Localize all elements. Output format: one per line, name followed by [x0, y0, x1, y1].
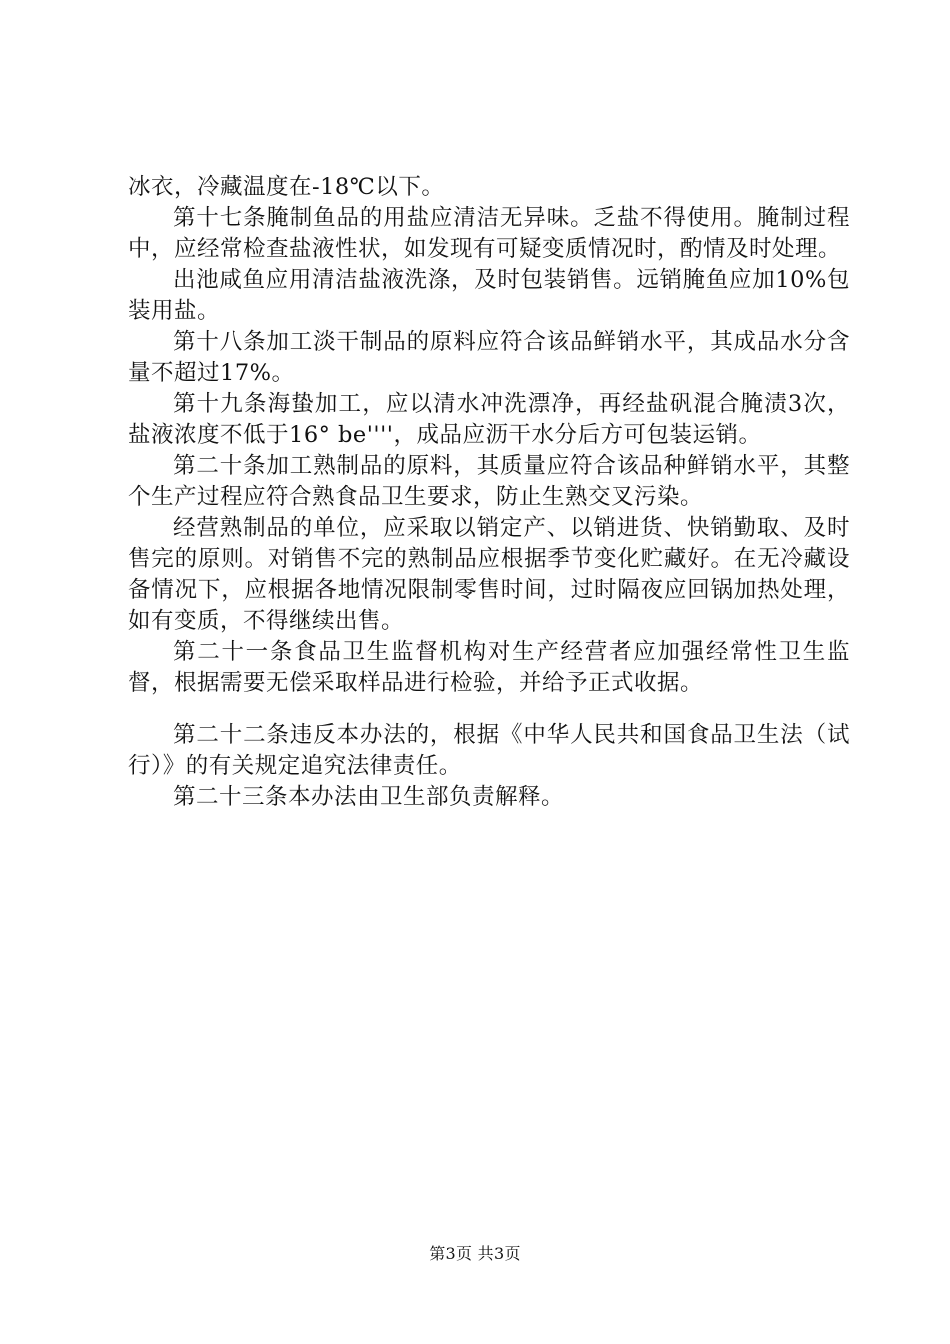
paragraph-article-20: 第二十条加工熟制品的原料，其质量应符合该品种鲜销水平，其整个生产过程应符合熟食品卫生要求，防止生熟交叉污染。: [128, 453, 850, 510]
paragraph-article-18: 第十八条加工淡干制品的原料应符合该品鲜销水平，其成品水分含量不超过17%。: [128, 329, 850, 386]
paragraph-cooked-products: 经营熟制品的单位，应采取以销定产、以销进货、快销勤取、及时售完的原则。对销售不完的熟制品应根据季节变化贮藏好。在无冷藏设备情况下，应根据各地情况限制零售时间，过时隔夜应回锅加热处理，如有变质，不得继续出售。: [128, 515, 850, 634]
page-footer: 第3页 共3页: [429, 1244, 521, 1263]
paragraph-article-22: 第二十二条违反本办法的，根据《中华人民共和国食品卫生法（试行）》的有关规定追究法律责任。: [128, 722, 850, 779]
paragraph-article-21: 第二十一条食品卫生监督机构对生产经营者应加强经常性卫生监督，根据需要无偿采取样品进行检验，并给予正式收据。: [128, 639, 850, 696]
paragraph-continuation: 冰衣，冷藏温度在-18℃以下。: [128, 174, 445, 200]
paragraph-article-19: 第十九条海蛰加工，应以清水冲洗漂净，再经盐矾混合腌渍3次，盐液浓度不低于16° be''''，成品应沥干水分后方可包装运销。: [128, 391, 850, 448]
document-body: [128, 172, 850, 813]
paragraph-article-17: 第十七条腌制鱼品的用盐应清洁无异味。乏盐不得使用。腌制过程中，应经常检查盐液性状，如发现有可疑变质情况时，酌情及时处理。: [128, 205, 850, 262]
paragraph-salted-fish: 出池咸鱼应用清洁盐液洗涤，及时包装销售。远销腌鱼应加10%包装用盐。: [128, 267, 850, 324]
paragraph-article-23: 第二十三条本办法由卫生部负责解释。: [173, 784, 565, 810]
